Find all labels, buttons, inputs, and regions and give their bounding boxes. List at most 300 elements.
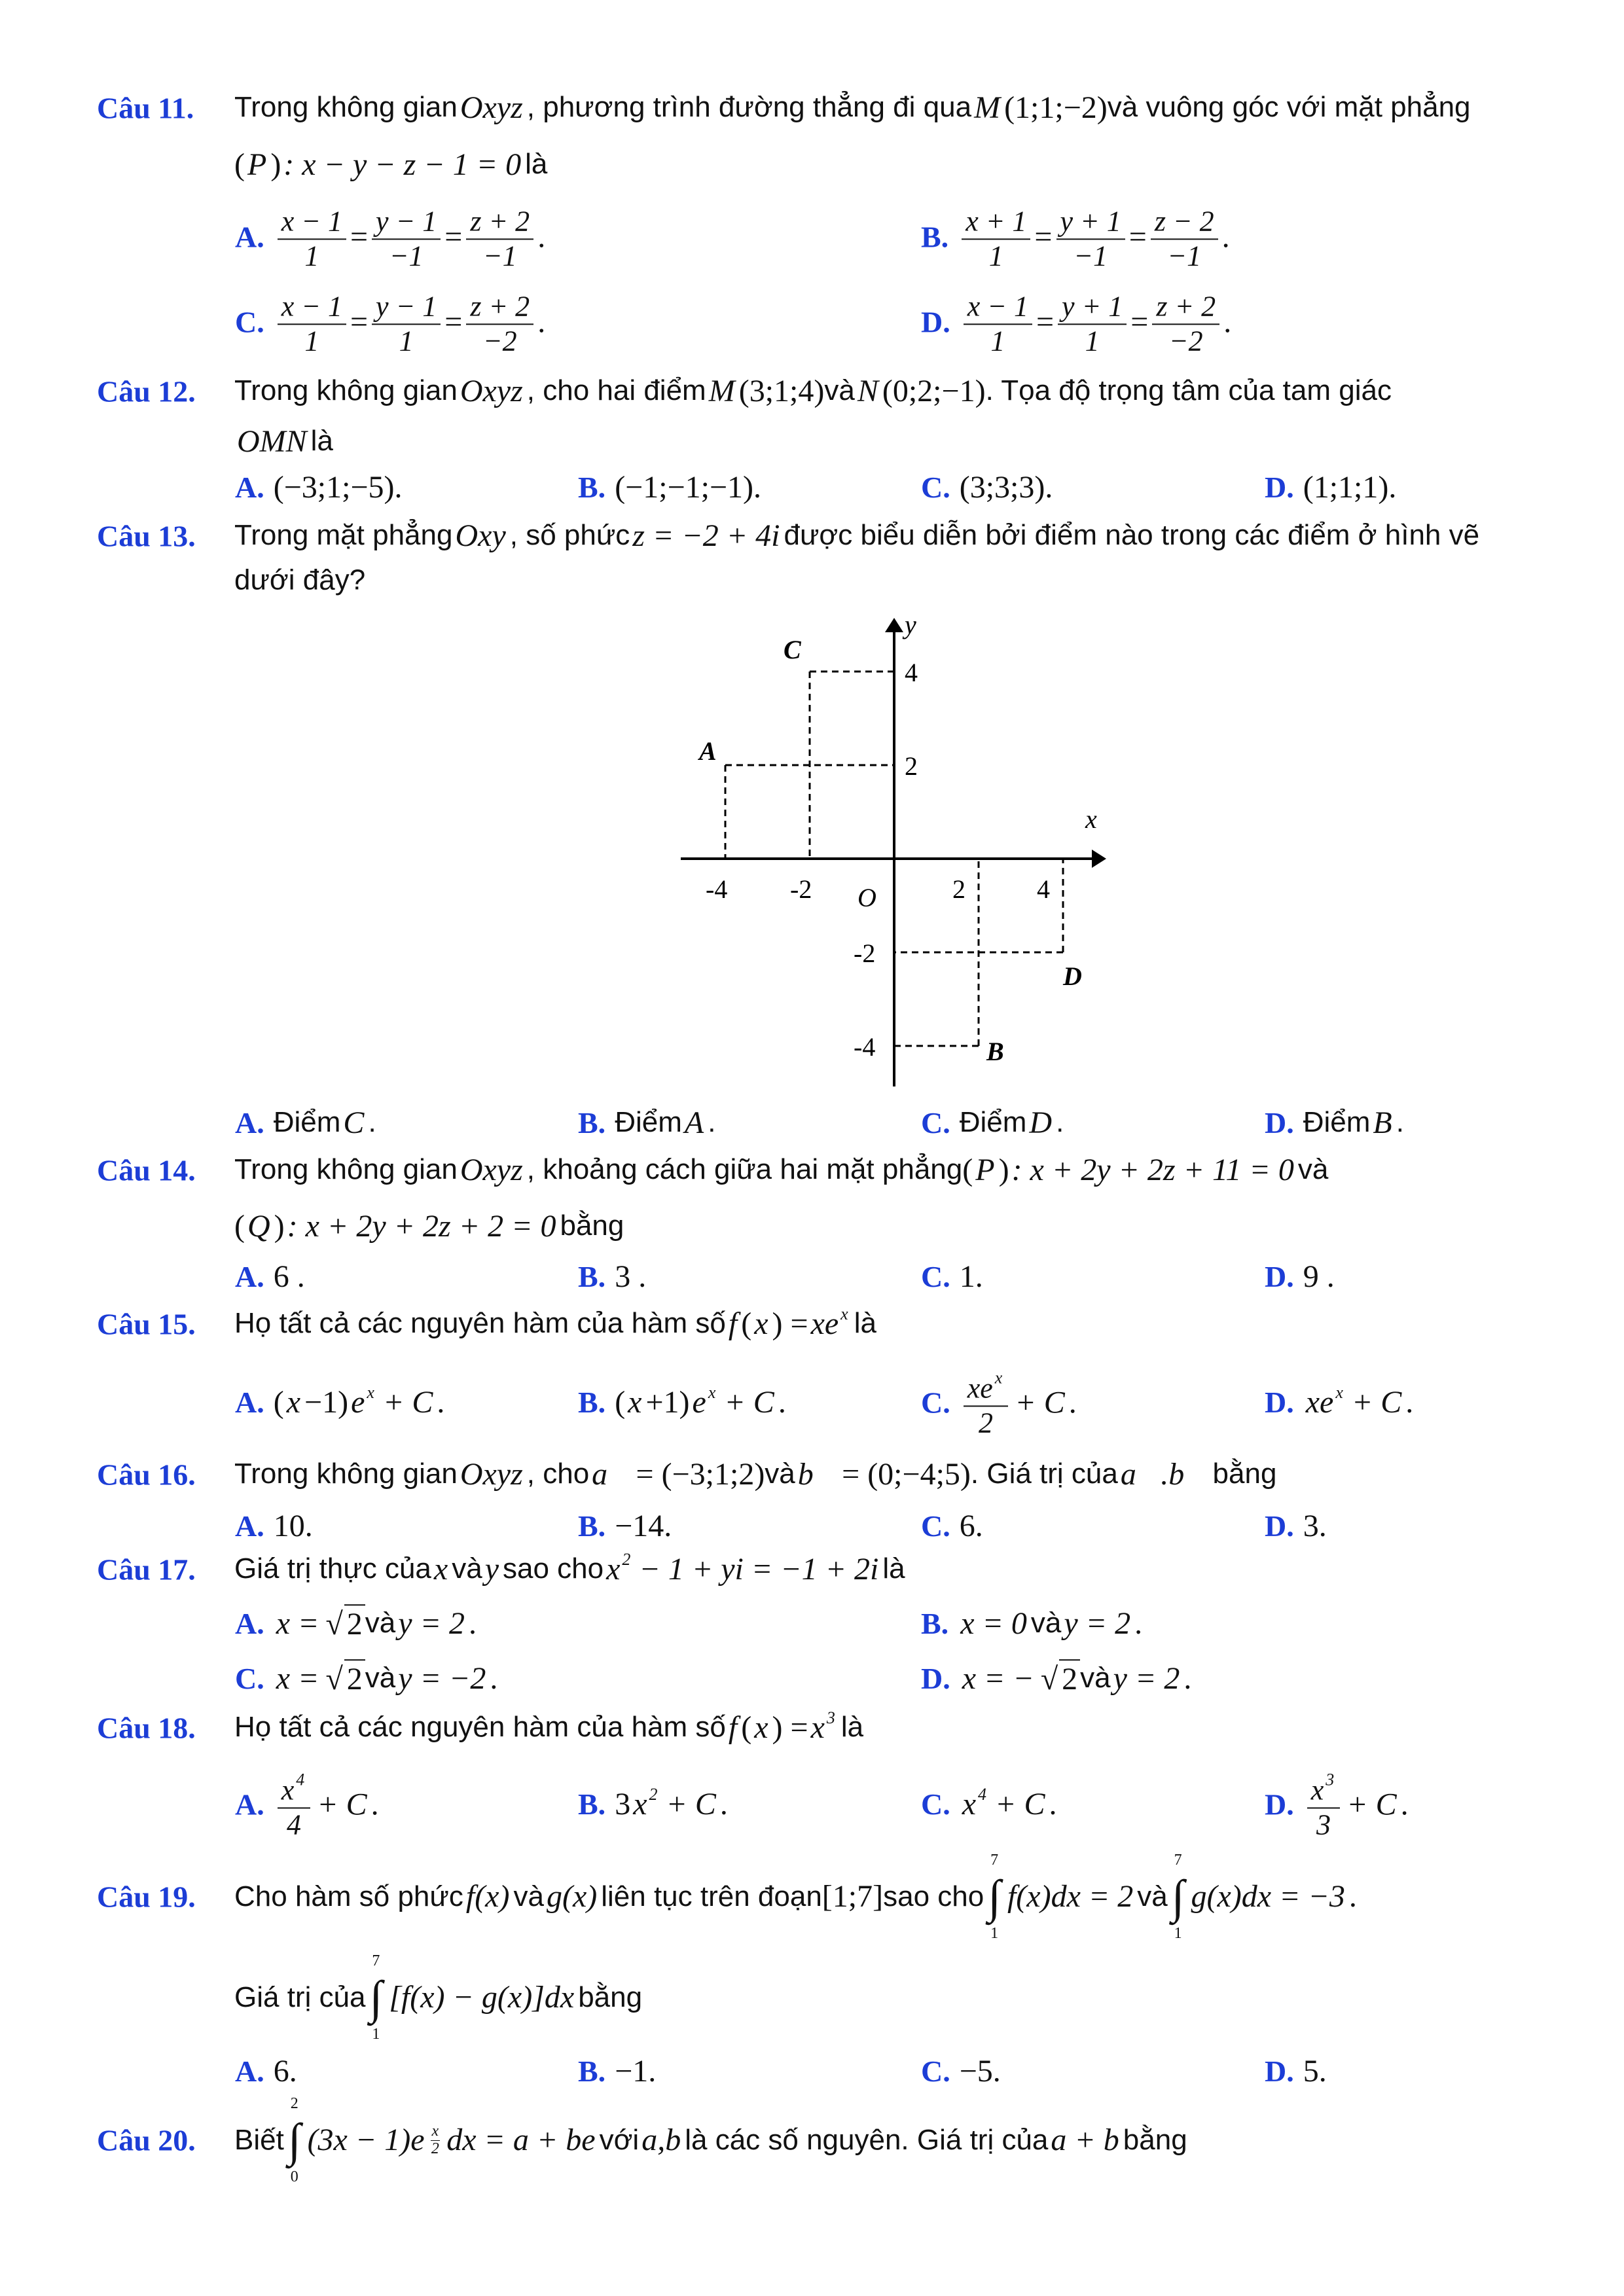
base: x — [633, 1787, 647, 1822]
math-roman: 3 . — [615, 1259, 647, 1295]
math-roman: ( — [273, 1385, 284, 1420]
text: là — [840, 1711, 864, 1744]
text: , cho hai điểm — [526, 374, 706, 407]
text: bằng — [578, 1981, 643, 2013]
question-stem-line — [234, 146, 547, 184]
answer-option[interactable] — [235, 1767, 379, 1841]
option-letter: A. — [235, 220, 264, 254]
option-letter: C. — [235, 305, 264, 339]
math-roman: (1;1;−2) — [1004, 90, 1108, 126]
math-text: Oxy — [455, 518, 506, 554]
x-axis-label: x — [1085, 804, 1097, 834]
math-roman: . — [1223, 304, 1232, 340]
denominator: 1 — [1085, 325, 1100, 357]
math-text: + C — [666, 1787, 716, 1822]
y-axis-label: y — [905, 610, 916, 639]
numerator: x − 1 — [278, 286, 346, 325]
math-roman: ) — [270, 147, 281, 183]
question-stem-line — [234, 564, 365, 598]
math-text: OMN — [237, 424, 307, 459]
option-letter: B. — [578, 1509, 606, 1543]
integral-sign-icon: ∫ — [287, 2114, 301, 2166]
answer-option[interactable] — [921, 286, 1231, 357]
denominator: 2 — [979, 1407, 994, 1439]
denominator: −1 — [1074, 240, 1108, 272]
point-label: A — [699, 736, 717, 766]
text: . — [368, 1106, 376, 1139]
math-roman: (−3;1;−5). — [273, 470, 403, 505]
exponent: x — [994, 1368, 1003, 1388]
answer-option[interactable] — [578, 1384, 786, 1422]
option-letter: C. — [921, 1260, 950, 1294]
question-stem-line — [234, 1851, 1357, 1943]
denominator: 2 — [431, 2140, 439, 2157]
numerator: z + 2 — [466, 201, 533, 240]
numerator: x − 1 — [278, 201, 346, 240]
fraction — [466, 201, 533, 272]
lower-limit: 0 — [290, 2168, 298, 2185]
math-roman: ( — [962, 1153, 973, 1188]
answer-option[interactable] — [578, 2053, 656, 2090]
math-roman: . — [1134, 1606, 1143, 1641]
math-roman: 6. — [273, 2054, 297, 2089]
math-text: f — [728, 1710, 738, 1746]
fraction — [1058, 286, 1127, 357]
text: . Giá trị của — [970, 1458, 1118, 1490]
numerator: z − 2 — [1151, 201, 1218, 240]
math-roman: . — [1405, 1385, 1414, 1420]
fraction — [1151, 201, 1218, 272]
option-letter: D. — [1265, 1509, 1294, 1543]
denominator: −1 — [482, 240, 517, 272]
text: và — [365, 1662, 396, 1695]
question-stem-line — [234, 1952, 642, 2043]
fraction — [278, 201, 346, 272]
option-letter: C. — [921, 2054, 950, 2089]
math-text: f(x) — [465, 1879, 510, 1914]
option-letter: A. — [235, 1106, 264, 1140]
math-text: (3x − 1)e — [307, 2123, 425, 2158]
answer-option[interactable] — [921, 2053, 1001, 2090]
option-letter: A. — [235, 1509, 264, 1543]
answer-option[interactable] — [921, 1659, 1191, 1698]
math-text: P — [975, 1153, 995, 1188]
denominator: 1 — [990, 325, 1005, 357]
answer-option[interactable] — [235, 286, 545, 357]
text: với — [599, 2123, 640, 2156]
exponent: 4 — [978, 1785, 987, 1804]
answer-option[interactable] — [235, 1659, 497, 1698]
answer-option[interactable] — [578, 1507, 672, 1545]
math-text: x — [754, 1306, 768, 1342]
math-roman: . — [537, 219, 546, 255]
origin-label: O — [857, 883, 876, 912]
math-roman: . — [1221, 219, 1230, 255]
power — [1306, 1384, 1345, 1422]
math-text: : x − y − z − 1 = 0 — [283, 147, 522, 183]
math-text: B — [1373, 1105, 1392, 1141]
fraction — [964, 1365, 1009, 1439]
answer-option[interactable] — [578, 469, 761, 507]
square-root — [325, 1604, 365, 1643]
math-roman: = (−3;1;2) — [636, 1457, 765, 1492]
question-stem-line — [234, 1456, 1276, 1494]
math-text: f(x)dx = 2 — [1007, 1879, 1134, 1914]
text: Họ tất cả các nguyên hàm của hàm số — [234, 1307, 726, 1340]
math-text: g(x) — [546, 1879, 598, 1914]
power — [351, 1384, 376, 1422]
answer-option[interactable] — [921, 1785, 1056, 1823]
question-label: Câu 18. — [97, 1711, 196, 1745]
math-roman: 5. — [1303, 2054, 1327, 2089]
upper-limit: 2 — [290, 2095, 298, 2112]
math-text: Oxyz — [460, 90, 523, 126]
math-text: z = −2 + 4i — [632, 518, 780, 554]
text: và — [452, 1552, 482, 1585]
text: và vuông góc với mặt phẳng — [1107, 91, 1471, 124]
y-tick-label: 2 — [905, 751, 918, 781]
base: x — [1310, 1774, 1324, 1806]
math-roman: (−1;−1;−1). — [615, 470, 762, 505]
math-roman: = — [1034, 219, 1053, 255]
denominator: 1 — [304, 325, 319, 357]
answer-option[interactable] — [578, 1258, 646, 1296]
text: Giá trị của — [234, 1981, 366, 2013]
text: Họ tất cả các nguyên hàm của hàm số — [234, 1711, 726, 1744]
text: , phương trình đường thẳng đi qua — [526, 91, 972, 124]
answer-option[interactable] — [1265, 1104, 1404, 1142]
text: bằng — [560, 1210, 624, 1242]
fraction — [372, 201, 441, 272]
math-text: x = — [276, 1606, 319, 1641]
answer-option[interactable] — [921, 469, 1053, 507]
answer-option[interactable] — [1265, 1258, 1335, 1296]
text: Cho hàm số phức — [234, 1880, 463, 1912]
text: Giá trị thực của — [234, 1552, 431, 1585]
power — [962, 1785, 988, 1823]
integral — [370, 1952, 383, 2043]
answer-option[interactable] — [578, 1104, 715, 1142]
text: dưới đây? — [234, 564, 366, 596]
math-text: a⃗ — [592, 1457, 632, 1492]
answer-option[interactable] — [921, 1104, 1064, 1142]
math-roman: +1) — [645, 1385, 690, 1420]
question-label: Câu 16. — [97, 1458, 196, 1492]
radicand: 2 — [1059, 1659, 1080, 1698]
upper-limit: 7 — [990, 1852, 999, 1869]
answer-option[interactable] — [1265, 469, 1396, 507]
exponent: x — [367, 1383, 374, 1403]
y-tick-label: 4 — [905, 658, 918, 687]
x-tick-label: 2 — [952, 874, 965, 904]
radical-sign-icon: √ — [325, 1662, 343, 1697]
exponent: 4 — [296, 1770, 305, 1789]
option-letter: A. — [235, 1260, 264, 1294]
upper-limit: 7 — [1174, 1852, 1182, 1869]
question-label: Câu 17. — [97, 1552, 196, 1587]
exponent: 2 — [649, 1785, 658, 1804]
answer-option[interactable] — [1265, 1507, 1327, 1545]
math-roman: 3 — [615, 1787, 631, 1822]
text: Trong không gian — [234, 374, 458, 407]
answer-option[interactable] — [1265, 1767, 1409, 1841]
question-stem-line — [234, 1151, 1328, 1189]
fraction — [1056, 201, 1125, 272]
math-text: + C — [724, 1385, 774, 1420]
math-roman: . — [1049, 1787, 1057, 1822]
math-text: + C — [382, 1385, 433, 1420]
text: và — [513, 1880, 544, 1912]
option-letter: C. — [921, 471, 950, 505]
exponent: x — [1335, 1383, 1343, 1403]
math-roman: . — [1068, 1385, 1077, 1420]
math-text: + C — [317, 1787, 367, 1822]
math-roman: (1;1;1). — [1303, 470, 1397, 505]
answer-option[interactable] — [921, 1507, 983, 1545]
denominator: 4 — [287, 1808, 301, 1840]
denominator: 1 — [988, 240, 1003, 272]
math-text: : x + 2y + 2z + 2 = 0 — [287, 1209, 556, 1244]
answer-option[interactable] — [235, 1258, 305, 1296]
base: x — [962, 1787, 977, 1822]
text: và — [765, 1458, 795, 1490]
math-text: a⃗.b⃗ — [1120, 1457, 1209, 1492]
question-stem-line — [234, 423, 333, 461]
text: là các số nguyên. Giá trị của — [685, 2123, 1049, 2156]
fraction — [1307, 1767, 1341, 1841]
exponent: 2 — [622, 1550, 631, 1570]
math-roman: −14. — [615, 1509, 672, 1544]
math-roman: ( — [234, 147, 245, 183]
point-label: C — [784, 635, 801, 664]
text: và — [1137, 1880, 1168, 1912]
math-roman: 6. — [959, 1509, 983, 1544]
math-text: Oxyz — [460, 374, 523, 409]
numerator: y − 1 — [372, 286, 441, 325]
text: Trong không gian — [234, 1153, 458, 1186]
answer-option[interactable] — [235, 1604, 477, 1643]
text: liên tục trên đoạn — [601, 1880, 822, 1912]
question-stem-line — [234, 517, 1479, 555]
math-text: x — [286, 1385, 301, 1420]
math-text: P — [247, 147, 267, 183]
math-roman: . — [370, 1787, 379, 1822]
math-text: a,b — [641, 2123, 681, 2158]
math-text: y = 2 — [398, 1606, 465, 1641]
math-roman: ( — [615, 1385, 626, 1420]
answer-option[interactable] — [921, 1258, 983, 1296]
power — [606, 1551, 632, 1588]
text: được biểu diễn bởi điểm nào trong các điểm ở hình vẽ — [784, 519, 1480, 552]
answer-option[interactable] — [921, 1365, 1077, 1439]
math-text: + C — [1351, 1385, 1402, 1420]
option-letter: C. — [921, 1386, 950, 1420]
point-label: D — [1063, 961, 1082, 991]
text: , cho — [526, 1458, 590, 1490]
x-axis-arrow-icon — [1092, 850, 1106, 868]
text: , số phức — [509, 519, 630, 552]
point-label: B — [986, 1037, 1004, 1066]
base: e — [692, 1385, 706, 1420]
math-text: C — [343, 1105, 365, 1141]
math-roman: 1. — [959, 1259, 983, 1295]
text: Trong mặt phẳng — [234, 519, 453, 552]
text: sao cho — [503, 1552, 604, 1585]
math-roman: ( — [234, 1209, 245, 1244]
text: Điểm — [273, 1106, 341, 1139]
text: và — [1030, 1607, 1062, 1640]
math-roman: ) = — [772, 1710, 808, 1746]
text: Điểm — [959, 1106, 1027, 1139]
math-roman: = — [444, 219, 463, 255]
math-text: A — [684, 1105, 704, 1141]
power — [693, 1384, 718, 1422]
question-label: Câu 15. — [97, 1307, 196, 1341]
math-text: dx = a + be — [446, 2123, 596, 2158]
math-roman: . — [537, 304, 546, 340]
option-letter: B. — [578, 1260, 606, 1294]
x-tick-label: -4 — [706, 874, 728, 904]
text: sao cho — [883, 1880, 984, 1912]
option-letter: C. — [921, 1106, 950, 1140]
power — [633, 1785, 659, 1823]
exponent: x — [708, 1383, 716, 1403]
fraction — [278, 286, 346, 357]
math-roman: . — [1400, 1787, 1409, 1822]
math-roman: = (0;−4;5) — [842, 1457, 971, 1492]
integral — [288, 2094, 301, 2186]
answer-option[interactable] — [235, 2053, 297, 2090]
numerator — [1307, 1767, 1341, 1808]
math-text: N — [857, 374, 878, 409]
radical-sign-icon: √ — [325, 1607, 343, 1642]
math-roman: ( — [741, 1710, 752, 1746]
math-text: y = −2 — [398, 1661, 486, 1696]
option-letter: D. — [1265, 1260, 1294, 1294]
math-roman: ( — [741, 1306, 752, 1342]
numerator: z + 2 — [466, 286, 533, 325]
option-letter: B. — [921, 220, 949, 254]
lower-limit: 1 — [990, 1925, 999, 1942]
option-letter: A. — [235, 1787, 264, 1821]
integral — [988, 1851, 1001, 1943]
question-stem-line — [234, 2094, 1187, 2186]
answer-option[interactable] — [235, 1507, 313, 1545]
math-text: x — [628, 1385, 642, 1420]
option-letter: D. — [1265, 2054, 1294, 2089]
math-text: x — [754, 1710, 768, 1746]
math-roman: = — [1130, 304, 1149, 340]
math-roman: = — [350, 219, 369, 255]
radical-sign-icon: √ — [1040, 1662, 1058, 1697]
base: x — [281, 1774, 295, 1806]
numerator: y + 1 — [1058, 286, 1127, 325]
math-roman: ) = — [772, 1306, 808, 1342]
math-text: a + b — [1051, 2123, 1119, 2158]
math-roman: . — [468, 1606, 477, 1641]
math-text: y = 2 — [1113, 1661, 1180, 1696]
answer-option[interactable] — [921, 201, 1230, 272]
text: bằng — [1123, 2123, 1187, 2156]
text: Điểm — [1303, 1106, 1371, 1139]
numerator — [278, 1767, 311, 1808]
numerator: y − 1 — [372, 201, 441, 240]
integral — [1172, 1851, 1185, 1943]
lower-limit: 1 — [372, 2026, 380, 2043]
math-text: [f(x) − g(x)]dx — [389, 1980, 575, 2015]
math-text: Oxyz — [460, 1457, 523, 1492]
text: và — [1080, 1662, 1111, 1695]
question-stem-line — [234, 89, 1471, 127]
base: x — [810, 1710, 825, 1746]
math-roman: . — [490, 1661, 498, 1696]
answer-option[interactable] — [1265, 1384, 1413, 1422]
option-letter: D. — [921, 1662, 950, 1696]
x-tick-label: 4 — [1037, 874, 1050, 904]
answer-option[interactable] — [578, 1785, 728, 1823]
text: Trong không gian — [234, 91, 458, 124]
base: x — [606, 1552, 621, 1587]
answer-option[interactable] — [921, 1605, 1142, 1643]
answer-option[interactable] — [235, 1104, 376, 1142]
numerator: x + 1 — [962, 201, 1030, 240]
math-roman: = — [1036, 304, 1055, 340]
text: . — [1056, 1106, 1064, 1139]
text: Điểm — [615, 1106, 682, 1139]
option-letter: C. — [921, 1787, 950, 1821]
math-text: D — [1029, 1105, 1053, 1141]
answer-option[interactable] — [235, 201, 545, 272]
math-roman: 3. — [1303, 1509, 1327, 1544]
option-letter: C. — [235, 1662, 264, 1696]
question-stem-line — [234, 372, 1392, 410]
integral-sign-icon: ∫ — [369, 1971, 383, 2024]
denominator: −1 — [1167, 240, 1202, 272]
question-stem-line — [234, 1709, 863, 1747]
question-stem-line — [234, 1305, 876, 1343]
denominator: −2 — [482, 325, 517, 357]
option-letter: D. — [921, 305, 950, 339]
math-text: y — [484, 1552, 499, 1587]
math-roman: . — [719, 1787, 728, 1822]
math-text: f — [728, 1306, 738, 1342]
text: Trong không gian — [234, 1458, 458, 1490]
option-letter: D. — [1265, 1386, 1294, 1420]
y-tick-label: -4 — [854, 1032, 876, 1062]
exponent: x — [840, 1304, 848, 1324]
answer-option[interactable] — [235, 1384, 444, 1422]
answer-option[interactable] — [235, 469, 403, 507]
text: là — [310, 425, 333, 457]
text: . Tọa độ trọng tâm của tam giác — [985, 374, 1392, 407]
denominator: 1 — [399, 325, 414, 357]
power — [811, 1709, 837, 1747]
math-roman: (3;3;3). — [959, 470, 1053, 505]
answer-option[interactable] — [1265, 2053, 1327, 2090]
math-text: M — [708, 374, 735, 409]
lower-limit: 1 — [1174, 1925, 1182, 1942]
x-tick-label: -2 — [790, 874, 812, 904]
fraction — [1152, 286, 1219, 357]
text: . — [1396, 1106, 1404, 1139]
numerator: x − 1 — [964, 286, 1032, 325]
math-roman: −5. — [959, 2054, 1001, 2089]
fraction — [964, 286, 1032, 357]
text: là — [525, 148, 548, 181]
numerator: x — [431, 2123, 439, 2140]
fraction — [278, 1767, 311, 1841]
math-roman: . — [778, 1385, 786, 1420]
